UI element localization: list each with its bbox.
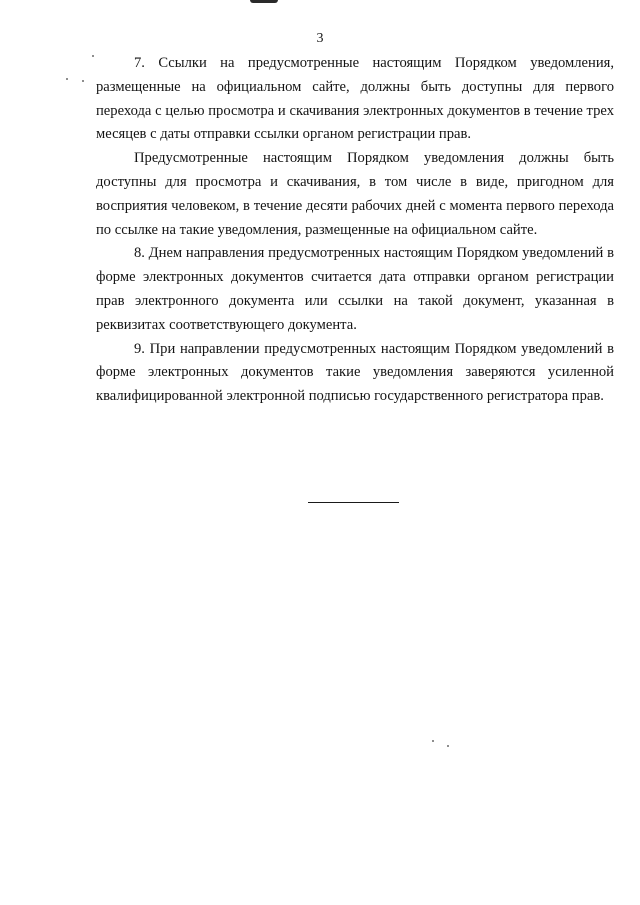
scan-speck: [82, 80, 84, 82]
paragraph-7-continuation: Предусмотренные настоящим Порядком уведомления должны быть доступны для просмотра и скачивания, в том числе в виде, пригодном для восприятия человеком, в течение десяти рабочих дней с момента первого перехода по ссылке на такие уведомления, размещенные на официальном сайте.: [96, 150, 614, 238]
paragraph-7: 7. Ссылки на предусмотренные настоящим Порядком уведомления, размещенные на официальном сайте, должны быть доступны для первого перехода с целью просмотра и скачивания электронных документов в течение трех месяцев с даты отправки ссылки органом регистрации прав.: [96, 55, 614, 143]
document-body: [96, 52, 614, 409]
scan-speck: [92, 55, 94, 57]
page-number: 3: [316, 31, 324, 46]
paragraph-8: 8. Днем направления предусмотренных настоящим Порядком уведомлений в форме электронных документов считается дата отправки органом регистрации прав электронного документа или ссылки на такой документ, указанная в реквизитах соответствующего документа.: [96, 245, 614, 333]
paragraph-9: 9. При направлении предусмотренных настоящим Порядком уведомлений в форме электронных документов такие уведомления заверяются усиленной квалифицированной электронной подписью государственного регистратора прав.: [96, 340, 614, 405]
scan-speck: [66, 78, 68, 80]
scan-speck: [432, 740, 434, 742]
scan-artifact-top: [250, 0, 278, 3]
end-of-document-rule: [308, 502, 399, 503]
scan-speck: [447, 745, 449, 747]
